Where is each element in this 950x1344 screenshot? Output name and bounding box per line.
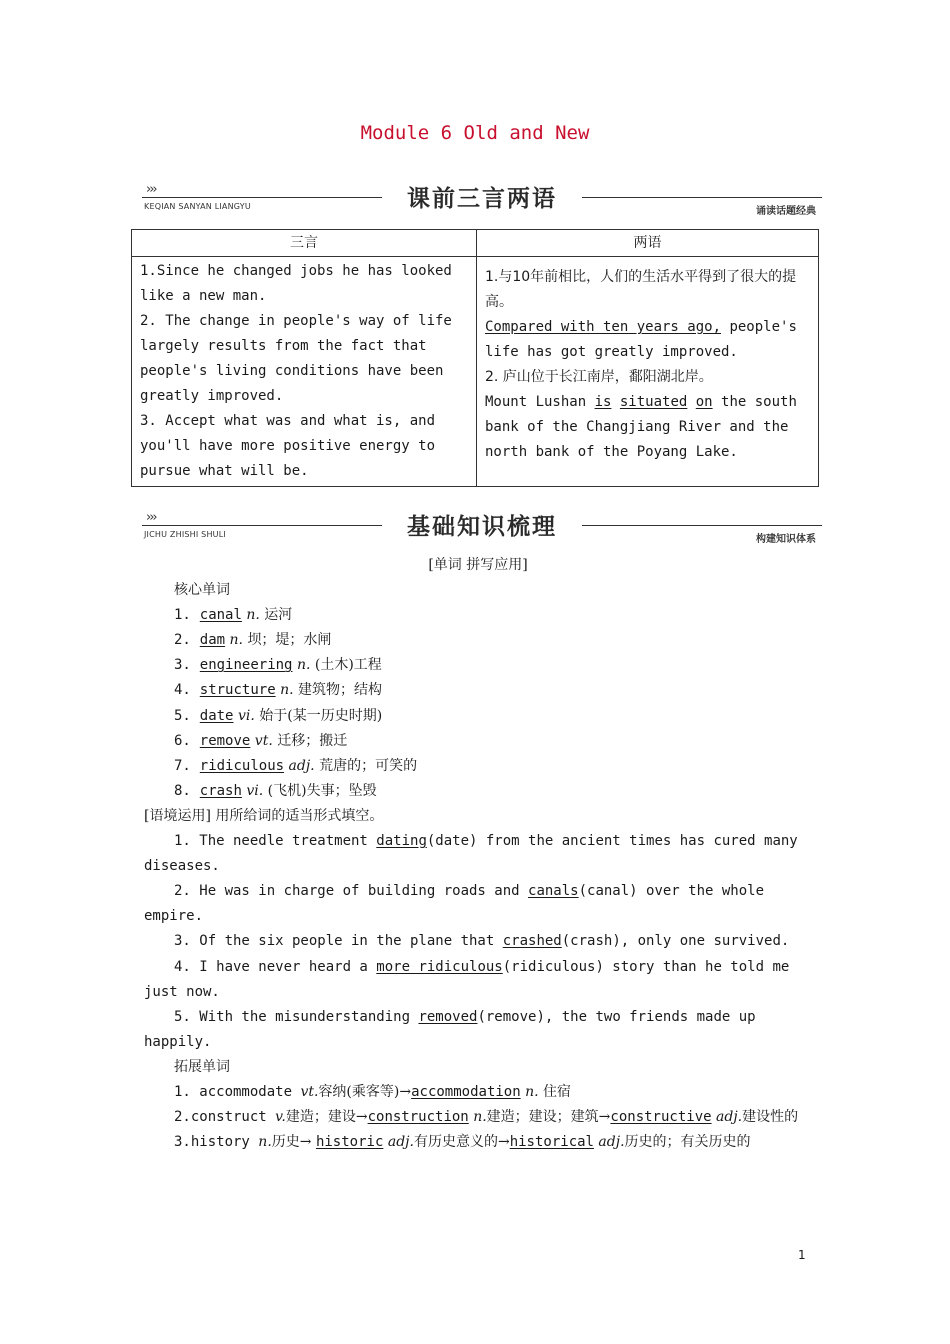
sentence-2: 2. The change in people's way of life largely results from the fact that people's living conditions have been greatly improved. bbox=[140, 313, 452, 404]
chevron-right-icon: ››› bbox=[146, 510, 156, 525]
core-word-item: 8. crash vi. (飞机)失事；坠毁 bbox=[174, 782, 377, 799]
core-word-item: 7. ridiculous adj. 荒唐的；可笑的 bbox=[174, 757, 418, 774]
sentence-3: 3. Accept what was and what is, and you'll have more positive energy to pursue what will be. bbox=[140, 413, 436, 479]
table-cell-right bbox=[477, 257, 819, 487]
context-exercises bbox=[144, 829, 812, 1055]
core-word-list bbox=[144, 603, 812, 804]
banner-tag: 构建知识体系 bbox=[756, 534, 816, 545]
chevron-right-icon: ››› bbox=[146, 182, 156, 197]
table-header-col1: 三言 bbox=[132, 230, 477, 257]
translation-1-cn: 1.与10年前相比，人们的生活水平得到了很大的提高。 bbox=[485, 269, 797, 310]
section-banner-keqian bbox=[142, 180, 822, 220]
core-word-item: 1. canal n. 运河 bbox=[174, 607, 293, 624]
banner-pinyin: JICHU ZHISHI SHULI bbox=[144, 530, 226, 539]
phrases-table bbox=[131, 229, 819, 487]
banner-heading: 课前三言两语 bbox=[407, 186, 557, 212]
table-cell-left bbox=[132, 257, 477, 487]
core-word-item: 5. date vi. 始于(某一历史时期) bbox=[174, 707, 383, 724]
banner-pinyin: KEQIAN SANYAN LIANGYU bbox=[144, 202, 251, 211]
translation-1-en: Compared with ten years ago, people's life has got greatly improved. bbox=[485, 319, 797, 360]
banner-heading: 基础知识梳理 bbox=[407, 514, 557, 540]
context-item: 2. He was in charge of building roads and canals(canal) over the whole empire. bbox=[144, 883, 765, 925]
table-header-col2: 两语 bbox=[477, 230, 819, 257]
translation-2-cn: 2. 庐山位于长江南岸，鄱阳湖北岸。 bbox=[485, 369, 713, 385]
core-word-item: 3. engineering n. (土木)工程 bbox=[174, 657, 382, 674]
context-item: 3. Of the six people in the plane that crashed(crash), only one survived. bbox=[174, 933, 790, 950]
extended-word-1: 1. accommodate vt.容纳(乘客等)→accommodation n. 住宿 bbox=[174, 1083, 572, 1100]
context-item: 5. With the misunderstanding removed(remove), the two friends made up happily. bbox=[144, 1008, 756, 1050]
core-words-title: 核心单词 bbox=[174, 582, 230, 599]
context-item: 1. The needle treatment dating(date) from the ancient times has cured many diseases. bbox=[144, 833, 798, 875]
page-number: 1 bbox=[798, 1248, 806, 1262]
page-title: Module 6 Old and New bbox=[360, 122, 590, 144]
sentence-1: 1.Since he changed jobs he has looked like a new man. bbox=[140, 263, 452, 304]
banner-tag: 诵读话题经典 bbox=[756, 206, 816, 217]
context-item: 4. I have never heard a more ridiculous(ridiculous) story than he told me just now. bbox=[144, 958, 790, 1000]
core-word-item: 6. remove vt. 迁移；搬迁 bbox=[174, 732, 348, 749]
core-word-item: 2. dam n. 坝；堤；水闸 bbox=[174, 632, 332, 649]
extended-word-2: 2.construct v.建造；建设→construction n.建造；建设；建筑→constructive adj.建设性的 bbox=[174, 1109, 799, 1126]
translation-2-en: Mount Lushan is situated on the south bank of the Changjiang River and the north bank of the Poyang Lake. bbox=[485, 394, 797, 460]
section-label: [单词 拼写应用] bbox=[428, 557, 528, 573]
core-word-item: 4. structure n. 建筑物；结构 bbox=[174, 682, 382, 699]
extended-word-3: 3.history n.历史→ historic adj.有历史意义的→historical adj.历史的；有关历史的 bbox=[174, 1134, 751, 1151]
section-banner-jichu bbox=[142, 508, 822, 548]
context-title: [语境运用] 用所给词的适当形式填空。 bbox=[144, 807, 384, 824]
extended-words-title: 拓展单词 bbox=[174, 1058, 230, 1075]
worksheet-body bbox=[144, 553, 812, 1155]
